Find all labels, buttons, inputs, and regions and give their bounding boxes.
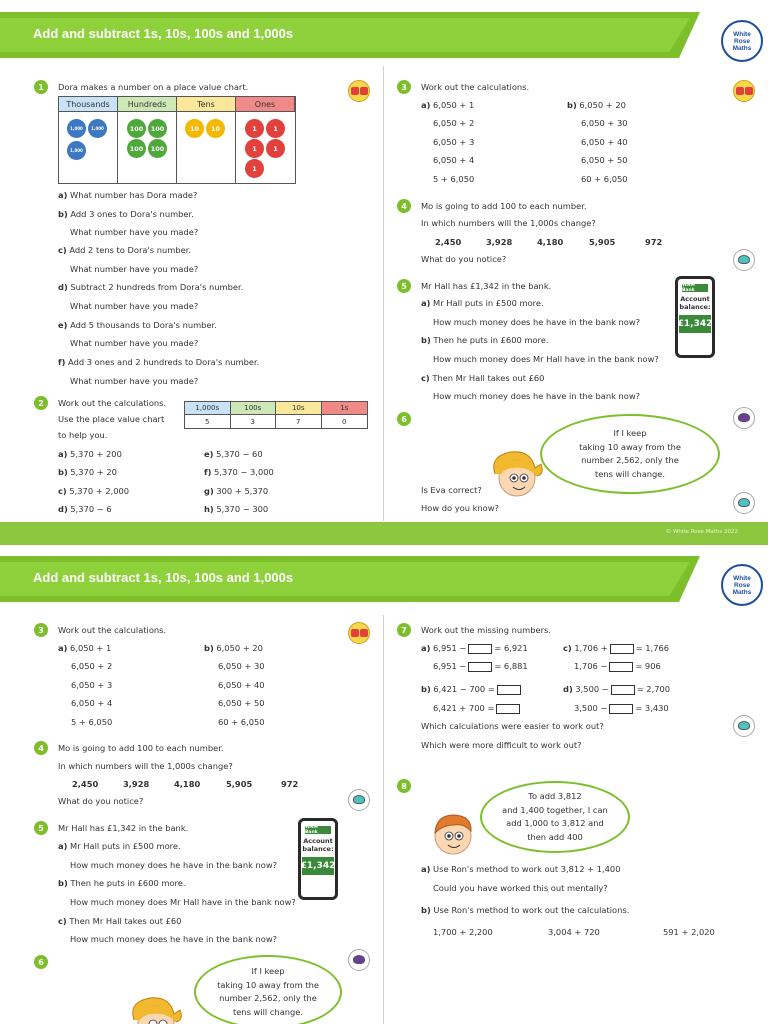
account-label: Account balance: <box>302 837 334 853</box>
pvc-cell-tens <box>177 112 236 183</box>
eva-face-icon <box>124 992 186 1024</box>
question-text: Work out the calculations. <box>58 625 167 635</box>
magnifier-icon <box>348 949 370 971</box>
phone-bank-image <box>675 276 715 358</box>
calc-item: 5 + 6,050 <box>433 174 475 184</box>
speech-bubble-icon <box>733 249 755 271</box>
pvc-cell-ones <box>236 112 295 183</box>
speech-bubble-icon <box>733 715 755 737</box>
number-item: 4,180 <box>537 237 564 247</box>
question-number: 4 <box>397 199 411 213</box>
question-number: 6 <box>34 955 48 969</box>
pvc-header-thousands: Thousands <box>59 97 118 112</box>
number-item: 2,450 <box>435 237 462 247</box>
number-item: 3,928 <box>486 237 513 247</box>
speech-bubble-icon <box>348 789 370 811</box>
dice-icon <box>733 80 755 102</box>
column-divider <box>383 615 384 1024</box>
number-item: 972 <box>281 779 299 789</box>
calc-item: 6,050 + 3 <box>433 137 475 147</box>
question-number: 5 <box>34 821 48 835</box>
q5-part-b: b) Then he puts in £600 more. <box>421 335 549 345</box>
bank-name: WRM Bank <box>305 826 331 834</box>
q1-part-a: a) What number has Dora made? <box>58 190 198 200</box>
calc-item: 60 + 6,050 <box>218 717 265 727</box>
calc-item: h) 5,370 − 300 <box>204 504 269 514</box>
question-number: 3 <box>34 623 48 637</box>
q1-part-c: c) Add 2 tens to Dora's number. <box>58 245 191 255</box>
missing-number-item: c) 1,706 + = 1,766 <box>563 643 670 653</box>
answer-box[interactable] <box>496 704 520 714</box>
calc-item: b) 6,050 + 20 <box>204 643 263 653</box>
question-text: Is Eva correct? <box>421 485 482 495</box>
hundred-counter: 100 <box>127 119 146 138</box>
q1-part-b: b) Add 3 ones to Dora's number. <box>58 209 194 219</box>
pvc-cell-thousands <box>59 112 118 183</box>
calc-item: 6,050 + 40 <box>218 680 265 690</box>
question-text: In which numbers will the 1,000s change? <box>421 218 596 228</box>
question-number: 4 <box>34 741 48 755</box>
one-counter: 1 <box>266 119 285 138</box>
q1-part-f: f) Add 3 ones and 2 hundreds to Dora's number. <box>58 357 260 367</box>
q1-part-e-follow: What number have you made? <box>70 338 199 348</box>
question-text: Mr Hall has £1,342 in the bank. <box>58 823 189 833</box>
answer-box[interactable] <box>609 704 633 714</box>
ten-counter: 10 <box>206 119 225 138</box>
q5-part-b-follow: How much money does Mr Hall have in the bank now? <box>70 897 296 907</box>
question-text: Work out the missing numbers. <box>421 625 551 635</box>
table-cell: 0 <box>342 417 347 426</box>
question-text: What do you notice? <box>58 796 144 806</box>
calc-item: 6,050 + 30 <box>581 118 628 128</box>
one-counter: 1 <box>245 159 264 178</box>
one-counter: 1 <box>245 139 264 158</box>
calc-item: a) 6,050 + 1 <box>421 100 475 110</box>
hundred-counter: 100 <box>127 139 146 158</box>
pvc-cell-hundreds <box>118 112 177 183</box>
one-counter: 1 <box>266 139 285 158</box>
q1-part-c-follow: What number have you made? <box>70 264 199 274</box>
page-divider <box>0 522 768 545</box>
missing-number-item: a) 6,951 − = 6,921 <box>421 643 528 653</box>
calc-item: 6,050 + 50 <box>581 155 628 165</box>
number-item: 4,180 <box>174 779 201 789</box>
q5-part-a: a) Mr Hall puts in £500 more. <box>58 841 181 851</box>
calc-item: a) 6,050 + 1 <box>58 643 112 653</box>
question-text: Which calculations were easier to work out? <box>421 721 604 731</box>
q5-part-a-follow: How much money does he have in the bank now? <box>433 317 641 327</box>
phone-bank-image <box>298 818 338 900</box>
question-text: Use the place value chart <box>58 414 165 424</box>
one-counter: 1 <box>245 119 264 138</box>
answer-box[interactable] <box>610 644 634 654</box>
calc-item: 6,050 + 3 <box>71 680 113 690</box>
account-balance: £1,342 <box>302 857 334 875</box>
calc-item: d) 5,370 − 6 <box>58 504 112 514</box>
calc-item: 1,700 + 2,200 <box>433 927 493 937</box>
eva-speech-bubble: If I keep taking 10 away from the number 2,562, only the tens will change. <box>540 414 720 494</box>
missing-number-item: 3,500 − = 3,430 <box>574 703 669 713</box>
number-item: 972 <box>645 237 663 247</box>
q5-part-c-follow: How much money does he have in the bank now? <box>70 934 278 944</box>
hundred-counter: 100 <box>148 139 167 158</box>
dice-icon <box>348 80 370 102</box>
answer-box[interactable] <box>609 662 633 672</box>
table-cell: 3 <box>231 415 277 428</box>
question-text: Mo is going to add 100 to each number. <box>58 743 224 753</box>
q5-part-c: c) Then Mr Hall takes out £60 <box>421 373 545 383</box>
number-item: 2,450 <box>72 779 99 789</box>
missing-number-item: 6,421 + 700 = <box>433 703 522 714</box>
calc-item: 6,050 + 40 <box>581 137 628 147</box>
q1-part-d: d) Subtract 2 hundreds from Dora's number. <box>58 282 244 292</box>
speech-bubble-icon <box>733 492 755 514</box>
account-label: Account balance: <box>679 295 711 311</box>
calc-item: f) 5,370 − 3,000 <box>204 467 274 477</box>
calc-item: c) 5,370 + 2,000 <box>58 486 130 496</box>
ron-face-icon <box>428 809 478 859</box>
question-number: 7 <box>397 623 411 637</box>
pvc-header-tens: Tens <box>177 97 236 112</box>
question-number: 1 <box>34 80 48 94</box>
question-text: Dora makes a number on a place value chart. <box>58 82 249 92</box>
eva-speech-bubble: If I keep taking 10 away from the number 2,562, only the tens will change. <box>194 955 342 1024</box>
magnifier-icon <box>733 407 755 429</box>
ten-counter: 10 <box>185 119 204 138</box>
q8-part-a-follow: Could you have worked this out mentally? <box>433 883 608 893</box>
calc-item: 6,050 + 2 <box>71 661 113 671</box>
q1-part-e: e) Add 5 thousands to Dora's number. <box>58 320 217 330</box>
question-number: 8 <box>397 779 411 793</box>
table-header: 100s <box>231 402 277 415</box>
copyright: © White Rose Maths 2022 <box>665 529 738 535</box>
number-item: 5,905 <box>589 237 616 247</box>
q5-part-c-follow: How much money does he have in the bank now? <box>433 391 641 401</box>
q1-part-f-follow: What number have you made? <box>70 376 199 386</box>
calc-item: 6,050 + 50 <box>218 698 265 708</box>
question-text: What do you notice? <box>421 254 507 264</box>
q5-part-a: a) Mr Hall puts in £500 more. <box>421 298 544 308</box>
white-rose-maths-logo: White Rose Maths <box>721 20 763 62</box>
calc-item: a) 5,370 + 200 <box>58 449 122 459</box>
calc-item: e) 5,370 − 60 <box>204 449 263 459</box>
q5-part-b-follow: How much money does Mr Hall have in the bank now? <box>433 354 659 364</box>
question-text: How do you know? <box>421 503 499 513</box>
question-text: In which numbers will the 1,000s change? <box>58 761 233 771</box>
number-item: 5,905 <box>226 779 253 789</box>
table-header: 10s <box>276 402 322 415</box>
calc-item: g) 300 + 5,370 <box>204 486 269 496</box>
table-header: 1s <box>322 402 368 415</box>
table-header: 1,000s <box>185 402 231 415</box>
question-number: 2 <box>34 396 48 410</box>
ron-speech-bubble: To add 3,812 and 1,400 together, I can add 1,000 to 3,812 and then add 400 <box>480 781 630 853</box>
thousand-counter: 1,000 <box>67 119 86 138</box>
pvc-header-ones: Ones <box>236 97 295 112</box>
page-title: Add and subtract 1s, 10s, 100s and 1,000s <box>33 570 294 585</box>
answer-box[interactable] <box>468 644 492 654</box>
calc-item: 6,050 + 2 <box>433 118 475 128</box>
q5-part-a-follow: How much money does he have in the bank now? <box>70 860 278 870</box>
missing-number-item: d) 3,500 − = 2,700 <box>563 684 671 694</box>
calc-item: 3,004 + 720 <box>548 927 600 937</box>
question-text: Work out the calculations. <box>421 82 530 92</box>
q5-part-b: b) Then he puts in £600 more. <box>58 878 186 888</box>
question-number: 3 <box>397 80 411 94</box>
question-text: Work out the calculations. <box>58 398 167 408</box>
thousand-counter: 1,000 <box>88 119 107 138</box>
dice-icon <box>348 622 370 644</box>
question-text: to help you. <box>58 430 108 440</box>
account-balance: £1,342 <box>679 315 711 333</box>
title-banner <box>0 556 768 602</box>
missing-number-item: b) 6,421 − 700 = <box>421 684 523 695</box>
missing-number-item: 6,951 − = 6,881 <box>433 661 528 671</box>
calc-item: 591 + 2,020 <box>663 927 715 937</box>
calc-item: b) 6,050 + 20 <box>567 100 626 110</box>
q1-part-b-follow: What number have you made? <box>70 227 199 237</box>
calc-item: 5 + 6,050 <box>71 717 113 727</box>
answer-box[interactable] <box>497 685 521 695</box>
bank-name: WRM Bank <box>682 284 708 292</box>
pvc-header-hundreds: Hundreds <box>118 97 177 112</box>
calc-item: 60 + 6,050 <box>581 174 628 184</box>
calc-item: 6,050 + 4 <box>433 155 475 165</box>
calc-item: 6,050 + 4 <box>71 698 113 708</box>
white-rose-maths-logo: White Rose Maths <box>721 564 763 606</box>
hundred-counter: 100 <box>148 119 167 138</box>
table-cell: 7 <box>276 415 322 428</box>
question-text: Mr Hall has £1,342 in the bank. <box>421 281 552 291</box>
thousand-counter: 1,000 <box>67 141 86 160</box>
question-number: 5 <box>397 279 411 293</box>
place-value-table <box>184 401 368 429</box>
q8-part-b: b) Use Ron's method to work out the calculations. <box>421 905 630 915</box>
eva-face-icon <box>485 446 547 502</box>
question-number: 6 <box>397 412 411 426</box>
column-divider <box>383 66 384 521</box>
calc-item: 6,050 + 30 <box>218 661 265 671</box>
place-value-chart <box>58 96 296 184</box>
q5-part-c: c) Then Mr Hall takes out £60 <box>58 916 182 926</box>
question-text: Mo is going to add 100 to each number. <box>421 201 587 211</box>
q1-part-d-follow: What number have you made? <box>70 301 199 311</box>
number-item: 3,928 <box>123 779 150 789</box>
title-banner <box>0 12 768 58</box>
missing-number-item: 1,706 − = 906 <box>574 661 661 671</box>
calc-item: b) 5,370 + 20 <box>58 467 117 477</box>
answer-box[interactable] <box>611 685 635 695</box>
answer-box[interactable] <box>468 662 492 672</box>
page-title: Add and subtract 1s, 10s, 100s and 1,000s <box>33 26 294 41</box>
table-cell: 5 <box>185 415 231 428</box>
question-text: Which were more difficult to work out? <box>421 740 582 750</box>
q8-part-a: a) Use Ron's method to work out 3,812 + 1,400 <box>421 864 621 874</box>
worksheet-page-2 <box>0 545 768 1024</box>
